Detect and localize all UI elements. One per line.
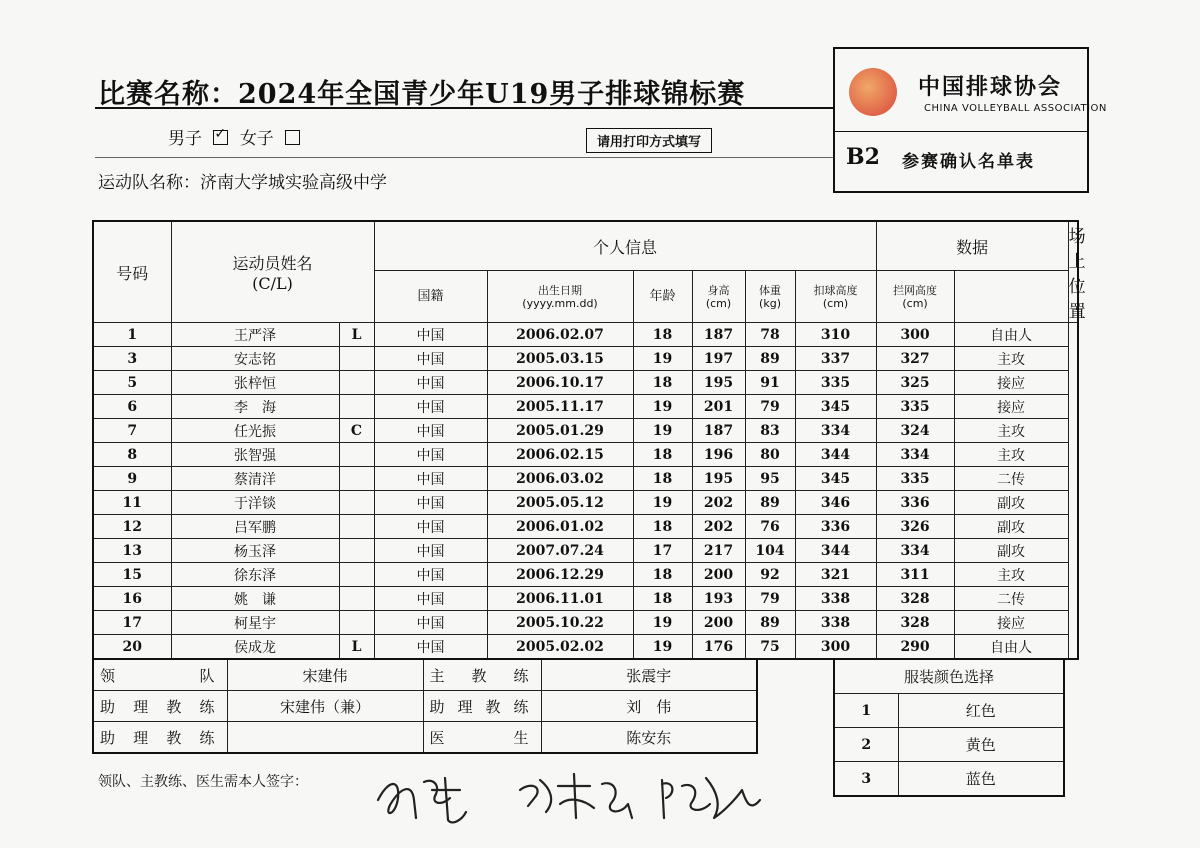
female-checkbox[interactable] [285,130,300,145]
player-nationality: 中国 [374,347,487,371]
player-position: 接应 [954,371,1068,395]
player-age: 19 [633,419,692,443]
player-nationality: 中国 [374,587,487,611]
player-age: 17 [633,539,692,563]
asst-coach-value-3[interactable] [227,722,423,754]
head-coach-value[interactable]: 张震宇 [541,659,757,691]
col-height-unit: (cm) [705,296,732,310]
player-spike-height: 344 [795,443,876,467]
player-weight: 80 [745,443,795,467]
captain-libero-mark [339,467,374,491]
volleyball-logo-icon [849,68,897,116]
doctor-value[interactable]: 陈安东 [541,722,757,754]
player-number: 11 [93,491,171,515]
col-weight [745,271,795,323]
col-position-l1: 场上 [1068,227,1086,272]
player-height: 200 [692,563,745,587]
player-block-height: 290 [876,635,954,660]
player-weight: 75 [745,635,795,660]
player-weight: 79 [745,587,795,611]
player-birth-date: 2006.11.01 [487,587,633,611]
player-block-height: 325 [876,371,954,395]
player-spike-height: 345 [795,395,876,419]
col-group-personal: 个人信息 [374,221,876,271]
player-position: 接应 [954,395,1068,419]
table-row [93,467,1078,491]
table-row [93,443,1078,467]
player-height: 176 [692,635,745,660]
player-name: 于洋锬 [171,491,339,515]
player-spike-height: 346 [795,491,876,515]
col-block [876,271,954,323]
player-weight: 92 [745,563,795,587]
player-position: 二传 [954,467,1068,491]
captain-libero-mark: L [339,635,374,660]
player-nationality: 中国 [374,635,487,660]
player-spike-height: 337 [795,347,876,371]
player-nationality: 中国 [374,491,487,515]
table-row [93,395,1078,419]
table-row [93,563,1078,587]
col-name [171,221,374,323]
player-height: 195 [692,371,745,395]
asst-coach-value-1[interactable]: 宋建伟（兼） [227,691,423,722]
player-height: 195 [692,467,745,491]
player-name: 张梓恒 [171,371,339,395]
player-name: 李 海 [171,395,339,419]
player-block-height: 326 [876,515,954,539]
player-weight: 104 [745,539,795,563]
player-weight: 89 [745,491,795,515]
player-spike-height: 335 [795,371,876,395]
col-birth-label: 出生日期 [538,283,583,297]
table-row [93,587,1078,611]
player-name: 任光振 [171,419,339,443]
player-birth-date: 2006.02.15 [487,443,633,467]
team-name: 济南大学城实验高级中学 [200,173,387,193]
player-weight: 95 [745,467,795,491]
player-birth-date: 2006.02.07 [487,323,633,347]
player-age: 19 [633,395,692,419]
player-position: 自由人 [954,323,1068,347]
player-block-height: 334 [876,539,954,563]
player-block-height: 328 [876,611,954,635]
captain-libero-mark [339,563,374,587]
player-birth-date: 2006.12.29 [487,563,633,587]
player-nationality: 中国 [374,395,487,419]
team-line [98,168,387,193]
player-height: 200 [692,611,745,635]
table-row [93,515,1078,539]
player-age: 19 [633,347,692,371]
female-label: 女子 [239,129,274,149]
captain-libero-mark: C [339,419,374,443]
male-label: 男子 [168,129,202,149]
gender-selection [168,124,306,149]
player-position: 主攻 [954,443,1068,467]
col-position-l2: 位置 [1068,277,1086,322]
player-weight: 78 [745,323,795,347]
asst-coach-label-1: 助理教练 [93,691,227,722]
player-spike-height: 338 [795,611,876,635]
association-name-cn: 中国排球协会 [918,75,1063,100]
player-name: 张智强 [171,443,339,467]
player-position: 二传 [954,587,1068,611]
player-number: 1 [93,323,171,347]
player-number: 5 [93,371,171,395]
table-row [93,371,1078,395]
col-name-label: 运动员姓名 [232,254,313,273]
player-name: 吕军鹏 [171,515,339,539]
player-age: 19 [633,611,692,635]
captain-libero-mark [339,443,374,467]
player-nationality: 中国 [374,539,487,563]
captain-libero-mark [339,395,374,419]
signature-2 [520,774,632,818]
signature-3 [662,778,760,818]
col-name-sub: (C/L) [252,274,293,293]
player-number: 17 [93,611,171,635]
player-spike-height: 300 [795,635,876,660]
player-height: 196 [692,443,745,467]
player-number: 3 [93,347,171,371]
player-block-height: 324 [876,419,954,443]
player-block-height: 336 [876,491,954,515]
player-weight: 89 [745,347,795,371]
player-position: 副攻 [954,515,1068,539]
player-birth-date: 2006.01.02 [487,515,633,539]
player-age: 18 [633,563,692,587]
captain-libero-mark [339,371,374,395]
col-age: 年龄 [633,271,692,323]
player-age: 19 [633,491,692,515]
staff-table [92,658,758,754]
player-block-height: 300 [876,323,954,347]
col-block-label: 拦网高度 [893,283,938,297]
col-birth [487,271,633,323]
player-number: 13 [93,539,171,563]
player-nationality: 中国 [374,443,487,467]
player-nationality: 中国 [374,419,487,443]
player-block-height: 335 [876,395,954,419]
player-height: 202 [692,515,745,539]
logo-divider [835,131,1087,132]
player-position: 自由人 [954,635,1068,660]
player-birth-date: 2005.02.02 [487,635,633,660]
player-spike-height: 334 [795,419,876,443]
player-age: 18 [633,587,692,611]
player-birth-date: 2005.01.29 [487,419,633,443]
player-birth-date: 2006.10.17 [487,371,633,395]
player-weight: 79 [745,395,795,419]
player-birth-date: 2005.11.17 [487,395,633,419]
player-height: 217 [692,539,745,563]
player-name: 安志铭 [171,347,339,371]
captain-libero-mark [339,491,374,515]
player-weight: 89 [745,611,795,635]
player-spike-height: 321 [795,563,876,587]
player-name: 王严泽 [171,323,339,347]
player-weight: 83 [745,419,795,443]
player-name: 蔡清洋 [171,467,339,491]
player-weight: 91 [745,371,795,395]
player-birth-date: 2005.05.12 [487,491,633,515]
form-code: B2 [846,144,880,170]
player-nationality: 中国 [374,611,487,635]
captain-libero-mark [339,611,374,635]
leader-value[interactable]: 宋建伟 [227,659,423,691]
player-spike-height: 344 [795,539,876,563]
player-nationality: 中国 [374,563,487,587]
signature-label: 领队、主教练、医生需本人签字： [98,774,308,790]
captain-libero-mark [339,539,374,563]
player-height: 201 [692,395,745,419]
player-number: 20 [93,635,171,660]
player-block-height: 335 [876,467,954,491]
table-row [93,491,1078,515]
table-row [93,419,1078,443]
player-block-height: 311 [876,563,954,587]
player-number: 6 [93,395,171,419]
col-nationality: 国籍 [374,271,487,323]
col-number: 号码 [93,221,171,323]
col-weight-label: 体重 [759,283,782,297]
player-age: 18 [633,443,692,467]
player-number: 16 [93,587,171,611]
asst-coach-label-2: 助理教练 [423,691,541,722]
player-age: 18 [633,323,692,347]
captain-libero-mark [339,515,374,539]
player-nationality: 中国 [374,323,487,347]
page-title: 比赛名称：2024年全国青少年U19男子排球锦标赛 [98,79,746,110]
color-index: 1 [834,694,898,728]
player-height: 187 [692,323,745,347]
player-block-height: 328 [876,587,954,611]
col-position [1068,221,1086,323]
player-name: 徐东泽 [171,563,339,587]
header-divider [95,157,835,158]
print-note-box: 请用打印方式填写 [586,128,712,153]
player-number: 15 [93,563,171,587]
col-spike-unit: (cm) [822,296,849,310]
player-number: 12 [93,515,171,539]
player-age: 18 [633,467,692,491]
signature-1 [378,778,466,822]
player-height: 202 [692,491,745,515]
table-row [93,347,1078,371]
col-birth-format: (yyyy.mm.dd) [522,296,598,310]
uniform-color-table [833,658,1065,797]
player-spike-height: 338 [795,587,876,611]
color-option[interactable]: 黄色 [898,728,1064,762]
player-name: 柯星宇 [171,611,339,635]
player-block-height: 334 [876,443,954,467]
player-height: 197 [692,347,745,371]
color-index: 3 [834,762,898,797]
col-spike [795,271,876,323]
player-nationality: 中国 [374,371,487,395]
player-name: 侯成龙 [171,635,339,660]
player-position: 接应 [954,611,1068,635]
table-row [93,635,1078,660]
player-name: 姚 谦 [171,587,339,611]
color-index: 2 [834,728,898,762]
player-block-height: 327 [876,347,954,371]
player-spike-height: 336 [795,515,876,539]
player-position: 主攻 [954,563,1068,587]
player-name: 杨玉泽 [171,539,339,563]
player-age: 18 [633,371,692,395]
player-birth-date: 2005.10.22 [487,611,633,635]
captain-libero-mark [339,587,374,611]
captain-libero-mark: L [339,323,374,347]
col-block-unit: (cm) [902,296,928,310]
player-age: 18 [633,515,692,539]
asst-coach-label-3: 助理教练 [93,722,227,754]
captain-libero-mark [339,347,374,371]
color-option[interactable]: 蓝色 [898,762,1064,797]
player-number: 8 [93,443,171,467]
player-birth-date: 2006.03.02 [487,467,633,491]
player-nationality: 中国 [374,515,487,539]
player-birth-date: 2007.07.24 [487,539,633,563]
color-option[interactable]: 红色 [898,694,1064,728]
table-row [93,323,1078,347]
player-age: 19 [633,635,692,660]
title-underline [95,107,835,109]
player-position: 主攻 [954,419,1068,443]
player-birth-date: 2005.03.15 [487,347,633,371]
asst-coach-value-2[interactable]: 刘 伟 [541,691,757,722]
table-row [93,539,1078,563]
player-position: 副攻 [954,539,1068,563]
male-checkbox[interactable] [213,130,228,145]
player-height: 193 [692,587,745,611]
player-spike-height: 310 [795,323,876,347]
team-label: 运动队名称： [98,173,200,193]
doctor-label: 医生 [423,722,541,754]
col-spike-label: 扣球高度 [813,283,858,297]
col-height [692,271,745,323]
player-position: 主攻 [954,347,1068,371]
roster-table [92,220,1086,660]
handwritten-signatures [370,760,770,830]
player-weight: 76 [745,515,795,539]
association-name-en: CHINA VOLLEYBALL ASSOCIATION [924,103,1107,114]
player-position: 副攻 [954,491,1068,515]
head-coach-label: 主教练 [423,659,541,691]
form-name: 参赛确认名单表 [902,152,1035,172]
col-weight-unit: (kg) [759,296,781,310]
player-number: 9 [93,467,171,491]
table-row [93,611,1078,635]
uniform-color-title: 服装颜色选择 [834,659,1064,694]
leader-label: 领队 [93,659,227,691]
col-height-label: 身高 [707,283,730,297]
player-height: 187 [692,419,745,443]
player-number: 7 [93,419,171,443]
player-spike-height: 345 [795,467,876,491]
col-group-data: 数据 [876,221,1068,271]
player-nationality: 中国 [374,467,487,491]
